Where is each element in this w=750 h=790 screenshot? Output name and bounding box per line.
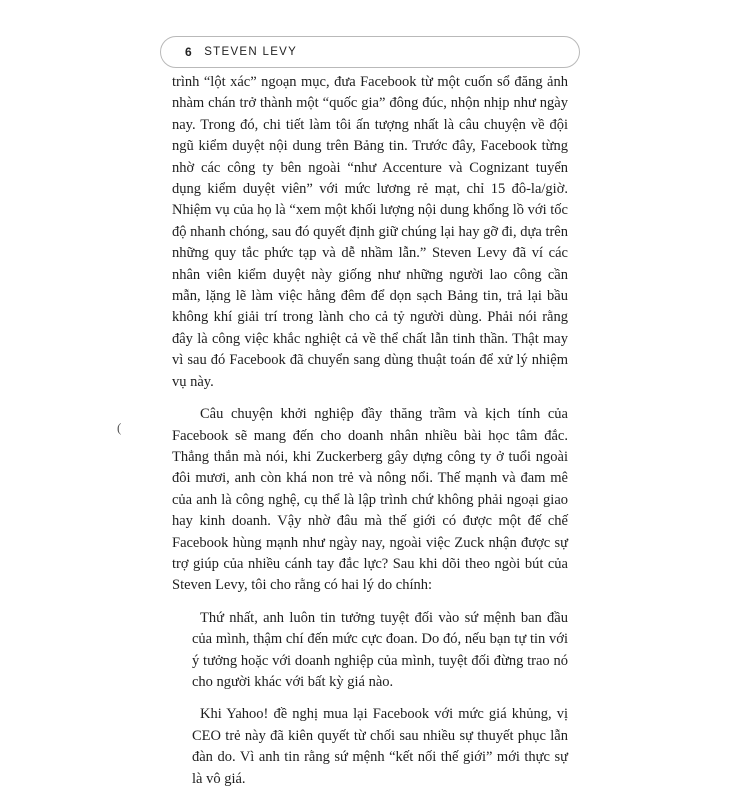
paragraph-indented: Khi Yahoo! đề nghị mua lại Facebook với mức giá khủng, vị CEO trẻ này đã kiên quyết từ chối sau nhiều sự thuyết phục lẫn đàn do. Vì anh tin rằng sứ mệnh “kết nối thế giới” mới thực sự là vô giá.	[192, 706, 568, 787]
margin-mark: (	[117, 420, 122, 435]
body-text	[172, 72, 568, 790]
paragraph: trình “lột xác” ngoạn mục, đưa Facebook từ một cuốn sổ đăng ảnh nhàm chán trở thành một “quốc gia” đông đúc, nhộn nhịp như ngày nay. Trong đó, chi tiết làm tôi ấn tượng nhất là câu chuyện về đội ngũ kiểm duyệt nội dung trên Bảng tin. Trước đây, Facebook từng nhờ các công ty bên ngoài “như Accenture và Cognizant tuyển dụng kiểm duyệt viên” với mức lương rẻ mạt, chỉ 15 đô-la/giờ. Nhiệm vụ của họ là “xem một khối lượng nội dung khổng lồ với tốc độ nhanh chóng, sau đó quyết định giữ chúng lại hay gỡ đi, dựa trên những quy tắc phức tạp và dễ nhầm lẫn.” Steven Levy đã ví các nhân viên kiểm duyệt này giống như những người lao công cần mẫn, lặng lẽ làm việc hằng đêm để dọn sạch Bảng tin, trả lại bầu không khí giải trí trong lành cho cả tỷ người dùng. Phải nói rằng đây là công việc khắc nghiệt cả về thể chất lẫn tinh thần. Thật may vì sau đó Facebook đã chuyển sang dùng thuật toán để xử lý nhiệm vụ này.	[172, 74, 568, 390]
page-number: 6	[185, 45, 193, 59]
running-head: STEVEN LEVY	[204, 46, 298, 58]
page-header	[160, 36, 580, 68]
paragraph: Câu chuyện khởi nghiệp đầy thăng trầm và kịch tính của Facebook sẽ mang đến cho doanh nhân nhiều bài học tâm đắc. Thẳng thắn mà nói, khi Zuckerberg gây dựng công ty ở tuổi ngoài đôi mươi, anh còn khá non trẻ và nông nổi. Thế mạnh và đam mê của anh là công nghệ, cụ thể là lập trình chứ không phải ngoại giao hay kinh doanh. Vậy nhờ đâu mà thế giới có được một đế chế Facebook hùng mạnh như ngày nay, ngoài việc Zuck nhận được sự trợ giúp của nhiều cánh tay đắc lực? Sau khi dõi theo ngòi bút của Steven Levy, tôi cho rằng có hai lý do chính:	[172, 406, 568, 594]
paragraph-indented: Thứ nhất, anh luôn tin tưởng tuyệt đối vào sứ mệnh ban đầu của mình, thậm chí đến mức cực đoan. Do đó, nếu bạn tự tin với ý tưởng hoặc với doanh nghiệp của mình, tuyệt đối đừng trao nó cho người khác với bất kỳ giá nào.	[192, 609, 568, 690]
